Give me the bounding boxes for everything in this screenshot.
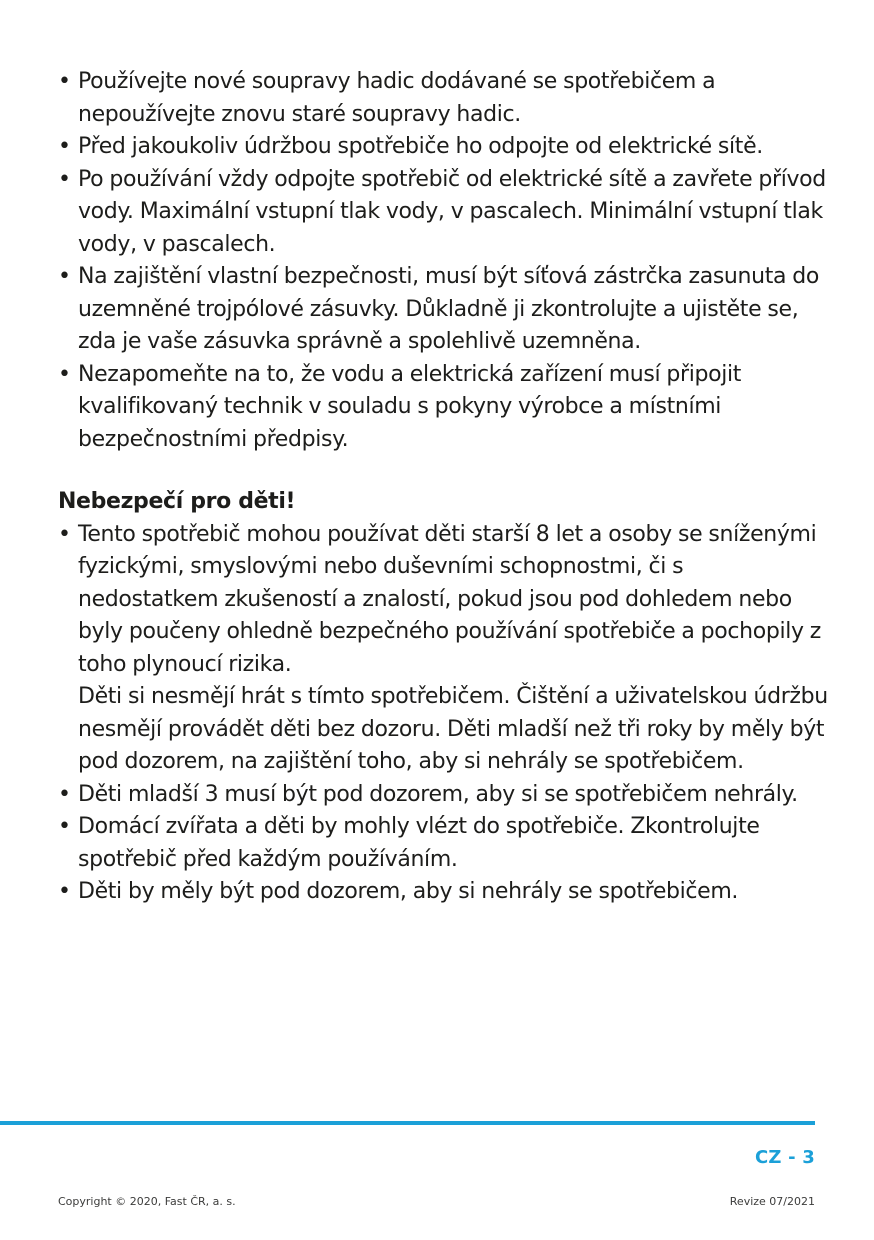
footer-divider [0, 1121, 815, 1125]
bullet: • [58, 264, 71, 289]
list-item-text: Děti si nesmějí hrát s tímto spotřebičem. Čištění a uživatelskou údržbu nesmějí provádět děti bez dozoru. Děti mladší než tři roky by měly být pod dozorem, na zajištění toho, aby si nehrály se spotřebičem. [78, 684, 828, 774]
copyright-text: Copyright © 2020, Fast ČR, a. s. [58, 1195, 236, 1208]
list-item-text: Domácí zvířata a děti by mohly vlézt do spotřebiče. Zkontrolujte spotřebič před každým používáním. [78, 814, 760, 872]
list-item-text: Na zajištění vlastní bezpečnosti, musí být síťová zástrčka zasunuta do uzemněné trojpólové zásuvky. Důkladně ji zkontrolujte a ujistěte se, zda je vaše zásuvka správně a spolehlivě uzemněna. [78, 264, 819, 354]
list-item-text: Nezapomeňte na to, že vodu a elektrická zařízení musí připojit kvalifikovaný technik v souladu s pokyny výrobce a místními bezpečnostními předpisy. [78, 361, 742, 452]
bullet: • [58, 134, 71, 159]
safety-list [58, 66, 828, 456]
bullet: • [58, 814, 71, 839]
list-item [58, 66, 828, 131]
children-safety-list [58, 519, 828, 909]
list-item [58, 164, 828, 262]
bullet: • [58, 781, 71, 807]
list-item-text: Před jakoukoliv údržbou spotřebiče ho odpojte od elektrické sítě. [78, 134, 763, 159]
list-item [58, 131, 828, 164]
list-item [58, 261, 828, 359]
bullet: • [58, 69, 71, 94]
bullet: • [58, 361, 71, 387]
list-item [58, 359, 828, 457]
bullet: • [58, 166, 71, 192]
list-item [58, 519, 828, 779]
list-item-text: Používejte nové soupravy hadic dodávané se spotřebičem a nepoužívejte znovu staré soupravy hadic. [78, 69, 716, 127]
bullet: • [58, 879, 71, 904]
list-item-text: Děti mladší 3 musí být pod dozorem, aby si se spotřebičem nehrály. [78, 781, 798, 807]
list-item [58, 876, 828, 909]
page-number: CZ - 3 [755, 1147, 815, 1168]
revision-text: Revize 07/2021 [729, 1195, 815, 1208]
list-item-text: Po používání vždy odpojte spotřebič od elektrické sítě a zavřete přívod vody. Maximální vstupní tlak vody, v pascalech. Minimální vstupní tlak vody, v pascalech. [78, 166, 826, 257]
page-content [58, 66, 828, 909]
list-item [58, 779, 828, 812]
list-item-text: Tento spotřebič mohou používat děti starší 8 let a osoby se sníženými fyzickými, smyslovými nebo duševními schopnostmi, či s nedostatkem zkušeností a znalostí, pokud jsou pod dohledem nebo byly poučeny ohledně bezpečného používání spotřebiče a pochopily z toho plynoucí rizika. [78, 521, 822, 677]
list-item-text: Děti by měly být pod dozorem, aby si nehrály se spotřebičem. [78, 879, 739, 904]
bullet: • [58, 521, 71, 547]
list-item [58, 811, 828, 876]
section-heading-children-danger: Nebezpečí pro děti! [58, 489, 296, 514]
